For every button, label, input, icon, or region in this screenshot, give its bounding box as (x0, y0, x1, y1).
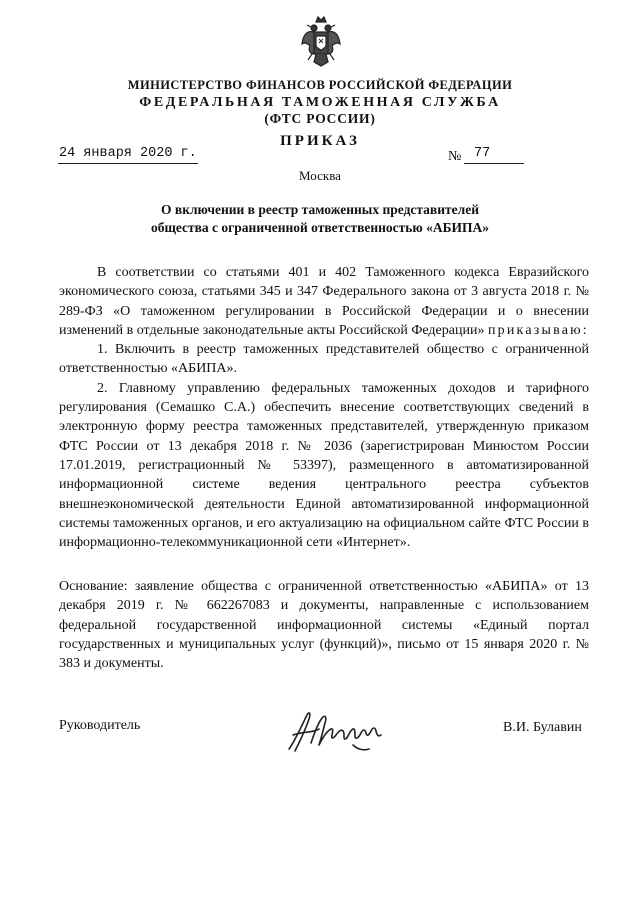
document-title (0, 201, 640, 237)
city: Москва (299, 168, 341, 183)
preamble-paragraph (59, 263, 589, 340)
title-line-2: общества с ограниченной ответственностью «АБИПА» (150, 220, 490, 235)
order-number: 77 (474, 146, 491, 161)
signatory-role: Руководитель (59, 718, 141, 733)
document-type: ПРИКАЗ (280, 133, 360, 149)
handwritten-signature (283, 701, 388, 761)
title-line-1: О включении в реестр таможенных представителей (161, 202, 479, 217)
date-underline (58, 163, 198, 164)
service-abbreviation: (ФТС РОССИИ) (264, 111, 376, 126)
ministry-name: МИНИСТЕРСТВО ФИНАНСОВ РОССИЙСКОЙ ФЕДЕРАЦИИ (127, 78, 513, 92)
signatory-name: В.И. Булавин (503, 720, 582, 735)
coat-of-arms-icon (300, 14, 342, 74)
order-date: 24 января 2020 г. (59, 146, 197, 161)
number-underline (464, 163, 524, 164)
basis-paragraph: Основание: заявление общества с ограниченной ответственностью «АБИПА» от 13 декабря 2019 г. № 662267083 и документы, направленные с использованием федеральной государственной информационной системы «Единый портал государственных и муниципальных услуг (функций)», письмо от 15 января 2020 г. № 383 и документы. (59, 579, 589, 672)
order-word: приказываю (487, 322, 583, 338)
number-label: № (448, 149, 462, 164)
order-item-1: 1. Включить в реестр таможенных представителей общество с ограниченной ответственностью «АБИПА». (59, 342, 589, 377)
service-name: ФЕДЕРАЛЬНАЯ ТАМОЖЕННАЯ СЛУЖБА (139, 95, 501, 110)
preamble-text: В соответствии со статьями 401 и 402 Таможенного кодекса Евразийского экономического союза, статьями 345 и 347 Федерального закона от 3 августа 2018 г. № 289-ФЗ «О таможенном регулировании в Российской Федерации и о внесении изменений в отдельные законодательные акты Российской Федерации» (59, 265, 589, 338)
order-colon: : (582, 322, 587, 338)
document-body (59, 263, 589, 552)
order-item-2: 2. Главному управлению федеральных таможенных доходов и тарифного регулирования (Семашко С.А.) обеспечить внесение соответствующих сведений в электронную форму реестра таможенных представителей, утвержденную приказом ФТС России от 13 декабря 2018 г. № 2036 (зарегистрирован Минюстом России 17.01.2019, регистрационный № 53397), размещенного в автоматизированной информационной системе ведения центрального реестра субъектов внешнеэкономической деятельности Единой автоматизированной информационной системы таможенных органов, и его актуализацию на официальном сайте ФТС России в информационно-телекоммуникационной сети «Интернет». (59, 380, 589, 551)
